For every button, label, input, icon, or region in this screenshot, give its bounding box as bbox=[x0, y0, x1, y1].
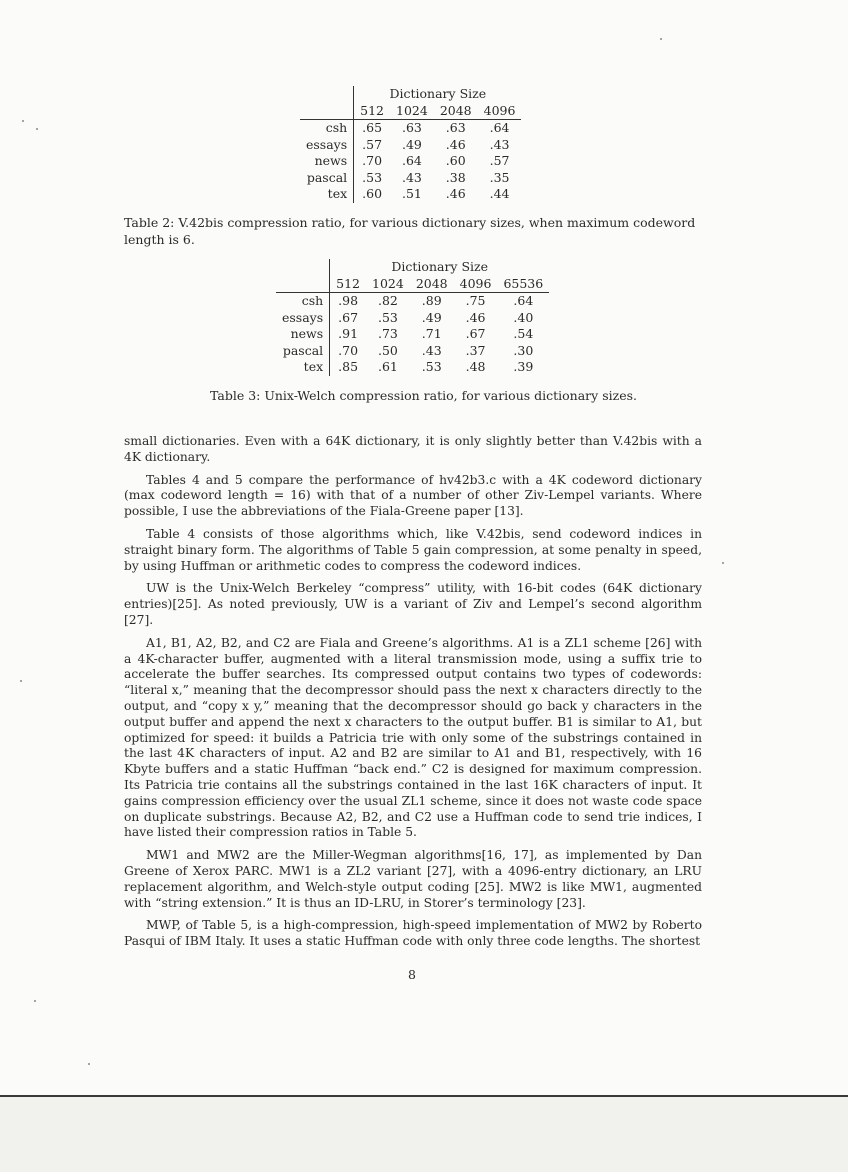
row-label: csh bbox=[300, 120, 354, 137]
paragraph: UW is the Unix-Welch Berkeley “compress” utility, with 16-bit codes (64K dictionary entries)[25]. As noted previously, UW is a variant of Ziv and Lempel’s second algorithm [27]. bbox=[124, 581, 702, 627]
table-cell: .67 bbox=[465, 326, 486, 341]
table-cell: .89 bbox=[421, 293, 442, 308]
row-label: tex bbox=[300, 186, 354, 203]
row-label: essays bbox=[300, 137, 354, 154]
table-cell: .63 bbox=[445, 120, 466, 135]
table-cell: .39 bbox=[513, 359, 534, 374]
table-3-column-header: 1024 bbox=[366, 276, 410, 293]
table-cell: .54 bbox=[513, 326, 534, 341]
table-2-group-header: Dictionary Size bbox=[389, 86, 487, 101]
paragraph: Tables 4 and 5 compare the performance of hv42b3.c with a 4K codeword dictionary (max codeword length = 16) with that of a number of other Ziv-Lempel variants. Where possible, I use the abbreviations of the Fiala-Greene paper [13]. bbox=[124, 472, 702, 519]
row-label: pascal bbox=[276, 343, 330, 360]
row-label: news bbox=[300, 153, 354, 170]
table-row bbox=[300, 170, 521, 187]
table-cell: .49 bbox=[421, 309, 442, 325]
table-cell: .53 bbox=[421, 359, 442, 374]
table-cell: .30 bbox=[513, 342, 534, 358]
table-cell: .82 bbox=[377, 293, 398, 308]
table-cell: .73 bbox=[377, 326, 398, 341]
table-row bbox=[300, 120, 521, 137]
table-3 bbox=[276, 259, 549, 376]
table-cell: .71 bbox=[421, 326, 442, 341]
table-3-group-header: Dictionary Size bbox=[391, 259, 488, 274]
table-cell: .49 bbox=[401, 136, 422, 152]
paragraph: small dictionaries. Even with a 64K dictionary, it is only slightly better than V.42bis with a 4K dictionary. bbox=[124, 434, 702, 464]
table-2-column-header: 4096 bbox=[478, 103, 522, 120]
table-cell: .60 bbox=[362, 186, 383, 201]
table-cell: .85 bbox=[338, 359, 359, 374]
table-cell: .53 bbox=[377, 309, 398, 325]
table-cell: .46 bbox=[465, 309, 486, 325]
table-3-caption: Table 3: Unix-Welch compression ratio, for various dictionary sizes. bbox=[210, 388, 637, 403]
table-3-column-header: 2048 bbox=[410, 276, 454, 293]
table-2-column-header: 1024 bbox=[390, 103, 434, 120]
table-cell: .37 bbox=[465, 342, 486, 358]
table-2-column-header: 2048 bbox=[434, 103, 478, 120]
table-cell: .43 bbox=[489, 136, 510, 152]
table-cell: .91 bbox=[338, 326, 359, 341]
paragraph: MWP, of Table 5, is a high-compression, high-speed implementation of MW2 by Roberto Pasqui of IBM Italy. It uses a static Huffman code with only three code lengths. The shortest bbox=[124, 918, 702, 949]
table-cell: .64 bbox=[489, 120, 510, 135]
table-row bbox=[276, 293, 549, 310]
table-3-column-header: 65536 bbox=[497, 276, 549, 293]
table-3-column-header: 4096 bbox=[454, 276, 498, 293]
table-cell: .64 bbox=[513, 293, 534, 308]
table-cell: .57 bbox=[362, 136, 383, 152]
table-row bbox=[276, 359, 549, 376]
table-cell: .48 bbox=[465, 359, 486, 374]
table-cell: .50 bbox=[377, 342, 398, 358]
paragraph: Table 4 consists of those algorithms which, like V.42bis, send codeword indices in straight binary form. The algorithms of Table 5 gain compression, at some penalty in speed, by using Huffman or arithmetic codes to compress the codeword indices. bbox=[124, 526, 702, 573]
table-cell: .40 bbox=[513, 309, 534, 325]
table-cell: .53 bbox=[362, 169, 383, 185]
table-cell: .70 bbox=[362, 153, 383, 168]
table-cell: .70 bbox=[338, 342, 359, 358]
table-cell: .46 bbox=[445, 136, 466, 152]
table-2 bbox=[300, 86, 521, 203]
paragraph: MW1 and MW2 are the Miller-Wegman algorithms[16, 17], as implemented by Dan Greene of Xerox PARC. MW1 is a ZL2 variant [27], with a 4096-entry dictionary, an LRU replacement algorithm, and Welch-style output coding [25]. MW2 is like MW1, augmented with “string extension.” It is thus an ID-LRU, in Storer’s terminology [23]. bbox=[124, 848, 702, 910]
table-cell: .67 bbox=[338, 309, 359, 325]
row-label: csh bbox=[276, 293, 330, 310]
table-cell: .57 bbox=[489, 153, 510, 168]
table-cell: .43 bbox=[401, 169, 422, 185]
row-label: news bbox=[276, 326, 330, 343]
table-2-body bbox=[300, 120, 521, 203]
table-2-caption: Table 2: V.42bis compression ratio, for various dictionary sizes, when maximum codeword length is 6. bbox=[124, 215, 696, 247]
table-cell: .35 bbox=[489, 169, 510, 185]
table-row bbox=[300, 186, 521, 203]
table-3-column-header: 512 bbox=[330, 276, 366, 293]
table-cell: .98 bbox=[338, 293, 359, 308]
row-label: tex bbox=[276, 359, 330, 376]
table-2-column-header: 512 bbox=[354, 103, 390, 120]
table-cell: .64 bbox=[401, 153, 422, 168]
table-row bbox=[276, 343, 549, 360]
table-cell: .51 bbox=[401, 186, 422, 201]
page-number: 8 bbox=[408, 967, 416, 982]
table-cell: .46 bbox=[445, 186, 466, 201]
table-cell: .43 bbox=[421, 342, 442, 358]
table-cell: .65 bbox=[362, 120, 383, 135]
row-label: pascal bbox=[300, 170, 354, 187]
scan-bottom-margin bbox=[0, 1095, 848, 1172]
row-label: essays bbox=[276, 310, 330, 327]
table-cell: .38 bbox=[445, 169, 466, 185]
table-cell: .61 bbox=[377, 359, 398, 374]
body-text bbox=[124, 434, 702, 957]
table-cell: .44 bbox=[489, 186, 510, 201]
table-row bbox=[276, 310, 549, 327]
table-row bbox=[276, 326, 549, 343]
table-row bbox=[300, 137, 521, 154]
table-row bbox=[300, 153, 521, 170]
table-cell: .75 bbox=[465, 293, 486, 308]
table-cell: .60 bbox=[445, 153, 466, 168]
table-3-body bbox=[276, 293, 549, 376]
paragraph: A1, B1, A2, B2, and C2 are Fiala and Greene’s algorithms. A1 is a ZL1 scheme [26] with a 4K-character buffer, augmented with a literal transmission mode, using a suffix trie to accelerate the buffer searches. Its compressed output contains two types of codewords: “literal x,” meaning that the decompressor should pass the next x characters directly to the output, and “copy x y,” meaning that the decompressor should go back y characters in the output buffer and append the next x characters to the output buffer. B1 is similar to A1, but optimized for speed: it builds a Patricia trie with only some of the substrings contained in the last 4K characters of input. A2 and B2 are similar to A1 and B1, respectively, with 16 Kbyte buffers and a static Huffman “back end.” C2 is designed for maximum compression. Its Patricia trie contains all the substrings contained in the last 16K characters of input. It gains compression efficiency over the usual ZL1 scheme, since it does not waste code space on duplicate substrings. Because A2, B2, and C2 use a Huffman code to send trie indices, I have listed their compression ratios in Table 5. bbox=[124, 635, 702, 840]
table-cell: .63 bbox=[401, 120, 422, 135]
